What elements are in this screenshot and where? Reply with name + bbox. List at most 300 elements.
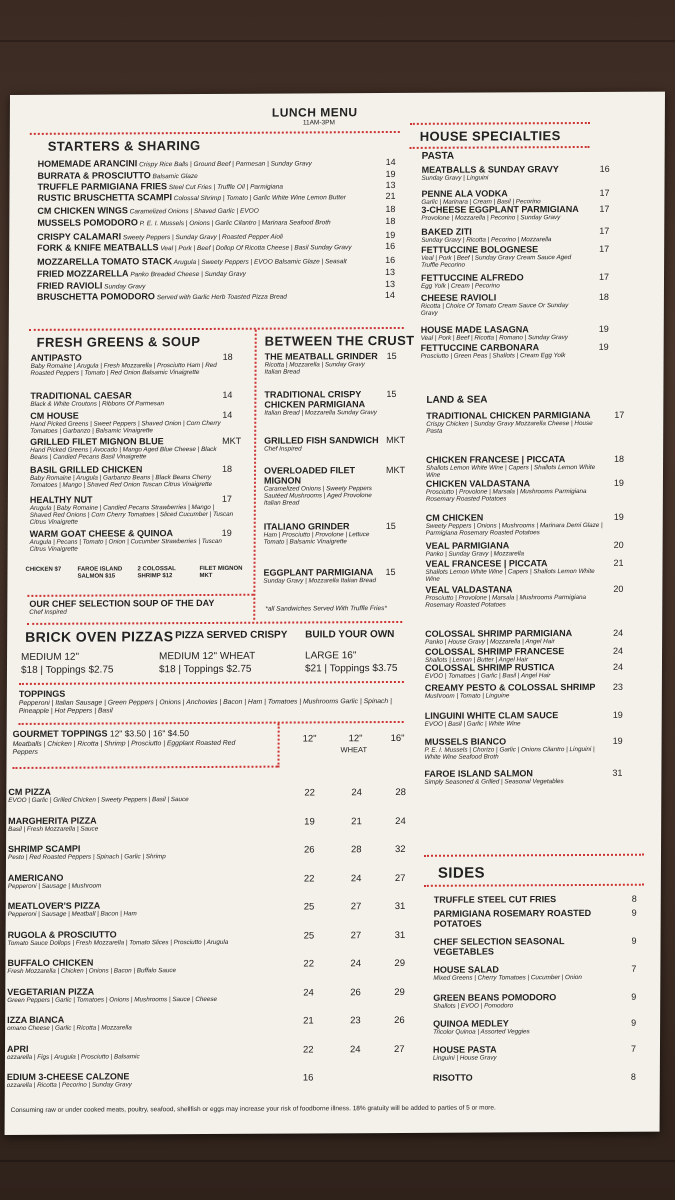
item-desc: Italian Bread | Mozzarella Sunday Gravy	[264, 409, 377, 417]
pizza-divider	[27, 621, 402, 625]
item-desc: EVOO | Garlic | Grilled Chicken | Sweety Peppers | Basil | Sauce	[8, 796, 189, 805]
item-desc: Sweety Peppers | Sunday Gravy | Roasted Pepper Aioli	[121, 233, 283, 242]
item-desc: Black & White Croutons | Ribbons Of Parmesan	[30, 400, 164, 408]
item-desc: Provolone | Mozzarella | Pecorino | Sunday Gravy	[421, 214, 561, 222]
item-name: BURRATA & PROSCIUTTO	[37, 170, 151, 181]
menu-title: LUNCH MENU	[271, 105, 358, 120]
item-name: CHEF SELECTION SEASONAL VEGETABLES	[433, 936, 565, 957]
pizza-price: 24	[349, 1044, 361, 1056]
toppings-divider	[19, 681, 404, 685]
item-desc: EVOO | Tomatoes | Garlic | Basil | Angel Hair	[424, 672, 551, 680]
gourmet-side-divider	[277, 724, 279, 768]
item-price: 16	[599, 163, 610, 174]
menu-item	[264, 389, 382, 417]
item-price: 19	[612, 735, 623, 746]
item-price: MKT	[385, 464, 406, 476]
menu-item	[265, 351, 383, 376]
item-desc: Served with Garlic Herb Toasted Pizza Bread	[154, 293, 287, 302]
item-name: COLOSSAL SHRIMP RUSTICA	[424, 662, 555, 673]
item-name: FAROE ISLAND SALMON	[424, 768, 533, 779]
item-name: CREAMY PESTO & COLOSSAL SHRIMP	[424, 681, 596, 693]
item-name: OVERLOADED FILET MIGNON	[263, 465, 356, 486]
item-price: 19	[612, 709, 623, 720]
item-desc: Ham | Prosciutto | Provolone | Lettuce Tomato | Balsamic Vinaigrette	[263, 531, 370, 546]
soup-divider	[27, 594, 253, 597]
item-price: 14	[222, 409, 233, 420]
menu-item	[433, 964, 623, 982]
menu-hours: 11AM-3PM	[302, 119, 335, 127]
soup-desc: Chef Inspired	[29, 608, 67, 616]
item-desc: Tricolor Quinoa | Assorted Veggies	[433, 1028, 530, 1036]
item-name: BAKED ZITI	[421, 226, 472, 237]
item-price: MKT	[222, 435, 242, 446]
size-price: $21 | Toppings $3.75	[304, 662, 398, 675]
item-price: 19	[598, 323, 609, 334]
menu-item	[425, 682, 603, 700]
item-name: HEALTHY NUT	[29, 494, 93, 505]
item-price: 14	[222, 389, 233, 400]
addon-option: 2 COLOSSAL SHRIMP $12	[137, 566, 176, 580]
pizza-price: 22	[302, 1044, 314, 1056]
menu-item	[421, 204, 586, 222]
toppings-list: Pepperoni | Italian Sausage | Green Peppers | Onions | Anchovies | Bacon | Ham | Tomatoes | Mushrooms Garlic | Spinach | Pineapple | Hot Peppers | Basil	[18, 698, 392, 715]
menu-item	[7, 986, 287, 1005]
item-price: 18	[385, 215, 396, 227]
menu-item	[7, 1014, 287, 1033]
item-desc: Pepperoni | Sausage | Mushroom	[7, 882, 102, 891]
menu-item	[7, 957, 287, 976]
item-name: GREEN BEANS POMODORO	[433, 992, 557, 1003]
item-price: 13	[384, 278, 396, 290]
item-price: 19	[598, 341, 609, 352]
pizza-price: 24	[395, 815, 406, 827]
item-desc: EVOO | Basil | Garlic | White Wine	[424, 720, 521, 728]
item-name: EGGPLANT PARMIGIANA	[263, 567, 374, 578]
pizza-price: 29	[394, 957, 406, 969]
item-name: FETTUCCINE CARBONARA	[420, 342, 540, 353]
item-desc: Panko | House Gravy | Mozzarella | Angel Hair	[425, 638, 555, 646]
menu-item	[30, 390, 235, 408]
pizza-price: 28	[351, 844, 362, 856]
size-label: LARGE 16"	[305, 650, 357, 662]
menu-item	[8, 815, 288, 834]
item-name: AMERICANO	[7, 872, 64, 884]
pizza-price: 24	[350, 873, 362, 885]
item-name: 3-CHEESE EGGPLANT PARMIGIANA	[421, 204, 579, 215]
soup-name: OUR CHEF SELECTION SOUP OF THE DAY	[29, 597, 215, 609]
item-price: 20	[613, 583, 624, 594]
menu-item	[37, 290, 377, 304]
item-price: 16	[385, 240, 396, 252]
item-desc: Steel Cut Fries | Truffle Oil | Parmigiana	[166, 183, 283, 192]
item-price: 24	[613, 645, 624, 656]
item-price: 9	[631, 935, 637, 946]
menu-item	[8, 843, 288, 862]
menu-item	[425, 558, 603, 583]
menu-item	[30, 436, 235, 461]
sides-heading: SIDES	[437, 864, 485, 882]
item-price: 14	[384, 289, 395, 301]
item-price: 18	[614, 453, 625, 464]
item-name: GRILLED FILET MIGNON BLUE	[30, 436, 164, 447]
item-name: MARGHERITA PIZZA	[8, 815, 97, 827]
menu-item	[434, 908, 624, 929]
pizza-price: 27	[394, 872, 406, 884]
item-name: TRUFFLE STEEL CUT FRIES	[433, 894, 557, 905]
item-desc: Mushroom | Tomato | Linguine	[424, 692, 510, 700]
menu-item	[422, 164, 587, 182]
menu-item	[426, 478, 604, 503]
item-name: VEGETARIAN PIZZA	[7, 986, 95, 998]
pizza-price: 27	[350, 930, 362, 942]
item-price: 17	[598, 271, 610, 282]
menu-item	[421, 342, 586, 360]
item-desc: Arugula | Sweety Peppers | EVOO Balsamic Glaze | Seasalt	[172, 258, 347, 267]
item-name: BASIL GRILLED CHICKEN	[30, 464, 143, 475]
item-name: VEAL PARMIGIANA	[425, 540, 510, 551]
pizza-price: 27	[350, 901, 362, 913]
item-name: CM CHICKEN	[425, 512, 484, 523]
item-desc: Garlic | Marinara | Cream | Basil | Pecorino	[421, 198, 541, 206]
item-desc: Simply Seasoned & Grilled | Seasonal Vegetables	[424, 778, 564, 786]
item-name: RUGOLA & PROSCIUTTO	[7, 929, 117, 941]
item-name: GRILLED FISH SANDWICH	[264, 435, 379, 446]
menu-paper	[5, 92, 665, 1135]
item-desc: Shallots Lemon White Wine | Capers | Shallots Lemon White Wine	[425, 463, 596, 480]
item-name: MUSSELS BIANCO	[424, 736, 507, 747]
col-wheat-label: WHEAT	[340, 745, 368, 755]
menu-item	[433, 992, 623, 1010]
pasta-label: PASTA	[421, 150, 455, 162]
pizza-price: 22	[304, 787, 315, 799]
item-desc: Arugula | Pecans | Tomato | Onion | Cucumber Strawberries | Tuscan Citrus Vinaigrette	[29, 537, 222, 554]
item-name: TRADITIONAL CAESAR	[30, 390, 132, 401]
item-price: 17	[599, 187, 610, 198]
menu-item	[433, 936, 623, 957]
item-name: BRUSCHETTA POMODORO	[36, 291, 155, 302]
menu-item	[425, 628, 603, 646]
starters-heading: STARTERS & SHARING	[47, 138, 201, 154]
menu-item	[421, 292, 586, 317]
item-name: HOUSE MADE LASAGNA	[420, 324, 529, 335]
menu-item	[30, 494, 235, 527]
greens-divider	[29, 327, 404, 331]
pizza-price: 21	[351, 816, 362, 828]
item-price: 18	[222, 463, 233, 474]
item-price: 17	[599, 203, 610, 214]
pizza-heading: BRICK OVEN PIZZAS	[25, 628, 174, 645]
item-name: MUSSELS POMODORO	[37, 217, 138, 228]
pizza-price: 26	[394, 1014, 405, 1027]
menu-item	[425, 710, 603, 728]
item-desc: Sweety Peppers | Onions | Mushrooms | Marinara Demi Glaze | Parmigiana Rosemary Roasted Potatoes	[425, 521, 603, 538]
item-desc: Panko Breaded Cheese | Sunday Gravy	[128, 270, 246, 279]
item-desc: Chef Inspired	[264, 445, 302, 453]
item-desc: ozzarella | Ricotta | Pecorino | Sunday Gravy	[6, 1081, 132, 1090]
item-price: 9	[631, 907, 637, 918]
item-price: 17	[599, 243, 610, 254]
item-price: 19	[221, 527, 232, 538]
item-desc: Ricotta | Choice Of Tomato Cream Sauce Or Sunday Gravy	[420, 302, 569, 318]
menu-item	[424, 736, 602, 761]
item-desc: Crispy Rice Balls | Ground Beef | Parmesan | Sunday Gravy	[137, 160, 312, 169]
menu-item	[264, 521, 382, 546]
item-price: 8	[631, 893, 637, 904]
item-name: LINGUINI WHITE CLAM SAUCE	[424, 710, 559, 721]
pizza-price: 32	[395, 843, 406, 855]
item-price: 19	[385, 168, 396, 180]
soup-item	[29, 598, 214, 616]
item-desc: Caramelized Onions | Shaved Garlic | EVOO	[127, 207, 259, 216]
item-desc: Sunday Gravy | Ricotta | Pecorino | Mozzarella	[421, 236, 552, 244]
gourmet-label: GOURMET TOPPINGS 12" $3.50 | 16" $4.50	[12, 728, 190, 739]
menu-item	[31, 352, 236, 377]
item-name: THE MEATBALL GRINDER	[264, 351, 378, 362]
pizza-price: 23	[350, 1015, 361, 1027]
item-desc: Caramelized Onions | Sweety Peppers Sautéed Mushrooms | Aged Provolone Italian Bread	[263, 485, 372, 508]
item-price: 19	[613, 511, 624, 522]
item-desc: Ricotta | Mozzarella | Sunday Gravy Italian Bread	[264, 361, 365, 376]
item-price: 15	[385, 566, 396, 578]
item-name: RISOTTO	[432, 1072, 473, 1083]
item-name: FORK & KNIFE MEATBALLS	[37, 242, 159, 253]
item-price: 18	[598, 291, 609, 302]
item-name: FETTUCCINE BOLOGNESE	[421, 244, 539, 255]
menu-item	[8, 786, 288, 805]
item-name: MEATBALLS & SUNDAY GRAVY	[421, 164, 559, 175]
item-desc: Hand Picked Greens | Avocado | Mango Aged Blue Cheese | Black Beans | Candied Pecans Basil Vinaigrette	[30, 445, 217, 462]
item-desc: Mixed Greens | Cherry Tomatoes | Cucumber | Onion	[433, 974, 582, 982]
menu-item	[37, 191, 377, 205]
pizza-price: 24	[351, 787, 362, 799]
menu-item	[421, 226, 586, 244]
pizza-price: 25	[303, 930, 315, 942]
item-desc: Sunday Gravy	[102, 283, 146, 291]
item-price: 17	[599, 225, 610, 236]
item-desc: Prosciutto | Green Peas | Shallots | Cream Egg Yolk	[420, 352, 566, 360]
item-name: WARM GOAT CHEESE & QUINOA	[29, 528, 174, 539]
item-desc: Balsamic Glaze	[150, 173, 198, 181]
pizza-tagline-build: BUILD YOUR OWN	[305, 628, 395, 641]
pizza-price: 31	[394, 929, 406, 941]
item-desc: P. E. I. Mussels | Onions | Garlic Cilantro | Marinara Seafood Broth	[137, 219, 331, 228]
pizza-price: 16	[302, 1072, 314, 1084]
menu-item	[264, 435, 382, 453]
item-price: 21	[613, 557, 624, 568]
item-price: 23	[612, 681, 623, 692]
item-name: FRIED RAVIOLI	[36, 280, 103, 291]
menu-item	[263, 567, 381, 585]
item-name: ANTIPASTO	[30, 352, 82, 363]
menu-item	[425, 584, 603, 609]
item-desc: Tomato Sauce Dollops | Fresh Mozzarella | Tomato Slices | Prosciutto | Arugula	[7, 938, 229, 948]
menu-item	[426, 512, 604, 537]
greens-heading: FRESH GREENS & SOUP	[36, 334, 201, 350]
pizza-price: 21	[303, 1015, 314, 1027]
menu-item	[425, 662, 603, 680]
menu-item	[421, 324, 586, 342]
menu-item	[8, 900, 288, 919]
menu-item	[30, 464, 235, 489]
footer-disclaimer: Consuming raw or under cooked meats, poultry, seafood, shellfish or eggs may increase your risk of foodborne illness. 18% gratuity will be added to parties of 5 or more.	[10, 1104, 496, 1115]
item-desc: Veal | Pork | Beef | Sunday Gravy Cream Sauce Aged Truffle Pecorino	[421, 254, 572, 270]
pizza-price: 22	[303, 873, 315, 885]
item-price: 18	[222, 351, 233, 362]
item-price: 21	[385, 190, 396, 202]
gourmet-list: Meatballs | Chicken | Ricotta | Shrimp | Prosciutto | Eggplant Roasted Red Peppers	[12, 739, 236, 756]
item-name: APRI	[6, 1043, 29, 1055]
item-desc: Shallots | Lemon | Butter | Angel Hair	[425, 656, 529, 664]
menu-item	[37, 216, 377, 230]
item-price: 9	[631, 1017, 637, 1028]
item-desc: Veal | Pork | Beef | Dollop Of Ricotta Cheese | Basil Sunday Gravy	[158, 244, 352, 253]
item-name: PENNE ALA VODKA	[421, 188, 508, 199]
item-desc: omano Cheese | Garlic | Ricotta | Mozzarella	[7, 1024, 132, 1033]
item-name: BUFFALO CHICKEN	[7, 957, 94, 969]
menu-item	[426, 454, 604, 479]
menu-item	[7, 1043, 287, 1062]
crust-heading: BETWEEN THE CRUST	[264, 332, 415, 349]
item-name: TRADITIONAL CRISPY CHICKEN PARMIGIANA	[264, 389, 366, 410]
house-top-divider	[410, 122, 590, 125]
item-desc: Sunday Gravy | Linguini	[421, 174, 489, 182]
item-name: VEAL VALDASTANA	[425, 584, 513, 595]
pizza-price: 25	[303, 901, 315, 913]
item-name: CHICKEN VALDASTANA	[425, 478, 531, 489]
item-price: 15	[386, 388, 397, 400]
item-desc: P. E. I. Mussels | Chorizo | Garlic | Onions Cilantro | Linguini | White Wine Seafood Broth	[424, 745, 595, 762]
item-desc: Panko | Sunday Gravy | Mozzarella	[425, 550, 525, 558]
item-desc: Arugula | Baby Romaine | Candied Pecans Strawberries | Mango | Shaved Red Onions | Corn Cherry Tomatoes | Sliced Cucumber | Tuscan Citrus Vinaigrette	[29, 503, 234, 527]
item-name: HOMEMADE ARANCINI	[37, 158, 138, 169]
item-price: 17	[221, 493, 232, 504]
item-desc: Green Peppers | Garlic | Tomatoes | Onions | Mushrooms | Sauce | Cheese	[7, 995, 218, 1005]
item-name: QUINOA MEDLEY	[433, 1018, 509, 1029]
addon-option: FILET MIGNON MKT	[199, 565, 243, 580]
pizza-price: 19	[304, 816, 315, 828]
item-desc: ozzarella | Figs | Arugula | Prosciutto | Balsamic	[6, 1053, 140, 1062]
pizza-size	[159, 650, 255, 677]
item-desc: Baby Romaine | Arugula | Garbanzo Beans | Black Beans Cherry Tomatoes | Mango | Shaved Red Onion Tuscan Citrus Vinaigrette	[29, 473, 213, 490]
item-price: 24	[613, 627, 624, 638]
item-name: MOZZARELLA TOMATO STACK	[37, 256, 173, 267]
house-divider	[410, 146, 590, 149]
addon-option: FAROE ISLAND SALMON $15	[77, 566, 123, 580]
menu-item	[433, 1018, 623, 1036]
crust-note: *all Sandwiches Served With Truffle Fries*	[265, 605, 387, 613]
gourmet-price: 12" $3.50 | 16" $4.50	[109, 728, 190, 739]
col-12: 12"	[302, 733, 317, 745]
size-price: $18 | Toppings $2.75	[20, 664, 114, 676]
menu-item	[37, 241, 377, 255]
pizza-price: 26	[304, 844, 315, 856]
menu-item	[426, 540, 604, 558]
item-price: 15	[386, 350, 397, 362]
col-12-wheat: 12"	[348, 733, 363, 745]
item-price: 13	[385, 266, 396, 278]
item-desc: Prosciutto | Provolone | Marsala | Mushrooms Parmigiana Rosemary Roasted Potatoes	[425, 487, 587, 504]
item-desc: Basil | Fresh Mozzarella | Sauce	[8, 825, 99, 834]
item-name: RUSTIC BRUSCHETTA SCAMPI	[37, 192, 172, 203]
item-name: PARMIGIANA ROSEMARY ROASTED POTATOES	[433, 907, 592, 929]
gourmet-divider	[19, 721, 404, 725]
item-name: ITALIANO GRINDER	[263, 521, 350, 532]
menu-item	[8, 872, 288, 891]
size-label: MEDIUM 12"	[21, 651, 80, 663]
item-price: 18	[385, 203, 396, 215]
sides-bottom-divider	[424, 884, 644, 887]
item-desc: Colossal Shrimp | Tomato | Garlic White Wine Lemon Butter	[171, 194, 346, 203]
item-desc: Prosciutto | Provolone | Marsala | Mushrooms Parmigiana Rosemary Roasted Potatoes	[425, 593, 587, 610]
menu-item	[30, 528, 235, 553]
item-price: 14	[385, 156, 396, 168]
item-price: 19	[385, 229, 396, 241]
menu-item	[421, 272, 586, 290]
item-name: CM HOUSE	[30, 410, 79, 421]
pizza-price: 24	[350, 958, 362, 970]
menu-item	[30, 410, 235, 435]
pizza-price: 31	[394, 900, 406, 912]
menu-item	[434, 894, 624, 905]
menu-item	[424, 768, 602, 786]
size-label: MEDIUM 12" WHEAT	[159, 650, 256, 663]
pizza-price: 28	[395, 786, 406, 798]
item-price: 15	[385, 520, 396, 532]
item-name: CM PIZZA	[8, 786, 51, 798]
item-name: HOUSE SALAD	[433, 964, 499, 975]
menu-item	[426, 410, 604, 435]
item-name: COLOSSAL SHRIMP PARMIGIANA	[425, 628, 573, 639]
house-heading: HOUSE SPECIALTIES	[419, 128, 561, 144]
land-label: LAND & SEA	[426, 394, 488, 406]
size-price: $18 | Toppings $2.75	[158, 663, 252, 676]
item-name: FETTUCCINE ALFREDO	[420, 272, 524, 283]
addon-option: CHICKEN $7	[25, 566, 62, 573]
pizza-size	[21, 650, 114, 676]
item-name: EDIUM 3-CHEESE CALZONE	[6, 1071, 130, 1083]
item-price: 31	[612, 767, 623, 778]
item-name: TRUFFLE PARMIGIANA FRIES	[37, 181, 168, 192]
item-desc: Egg Yolk | Cream | Pecorino	[420, 282, 500, 290]
sides-divider	[424, 854, 644, 857]
item-desc: Baby Romaine | Arugula | Fresh Mozzarella | Prosciutto Ham | Red Roasted Peppers | Tomato | Red Onion Balsamic Vinaigrette	[30, 361, 217, 378]
pizza-price: 29	[394, 986, 405, 999]
item-desc: Shallots | EVOO | Pomodoro	[433, 1002, 514, 1010]
item-desc: Pesto | Red Roasted Peppers | Spinach | Garlic | Shrimp	[7, 853, 166, 862]
item-price: 8	[630, 1071, 636, 1082]
item-desc: Hand Picked Greens | Sweet Peppers | Shaved Onion | Corn Cherry Tomatoes | Garbanzo | Balsamic Vinaigrette	[30, 419, 221, 436]
item-name: VEAL FRANCESE | PICCATA	[425, 558, 548, 569]
item-desc: Shallots Lemon White Wine | Capers | Shallots Lemon White Wine	[425, 567, 595, 584]
item-price: 17	[614, 409, 625, 420]
item-desc: Linguini | House Gravy	[432, 1054, 497, 1062]
menu-item	[8, 929, 288, 948]
item-price: 24	[612, 661, 624, 672]
starters-divider	[30, 131, 400, 135]
item-price: 7	[631, 963, 637, 974]
item-name: SHRIMP SCAMPI	[8, 843, 81, 855]
gourmet-bottom-divider	[12, 766, 277, 769]
item-name: FRIED MOZZARELLA	[37, 268, 129, 279]
col-16: 16"	[390, 732, 405, 745]
item-price: 7	[630, 1043, 637, 1054]
item-name: CHICKEN FRANCESE | PICCATA	[426, 454, 566, 465]
pizza-price: 26	[350, 987, 361, 999]
item-name: COLOSSAL SHRIMP FRANCESE	[425, 646, 565, 657]
item-price: MKT	[386, 434, 406, 446]
item-name: IZZA BIANCA	[7, 1014, 65, 1026]
item-desc: Pepperoni | Sausage | Meatball | Bacon | Ham	[7, 910, 137, 919]
